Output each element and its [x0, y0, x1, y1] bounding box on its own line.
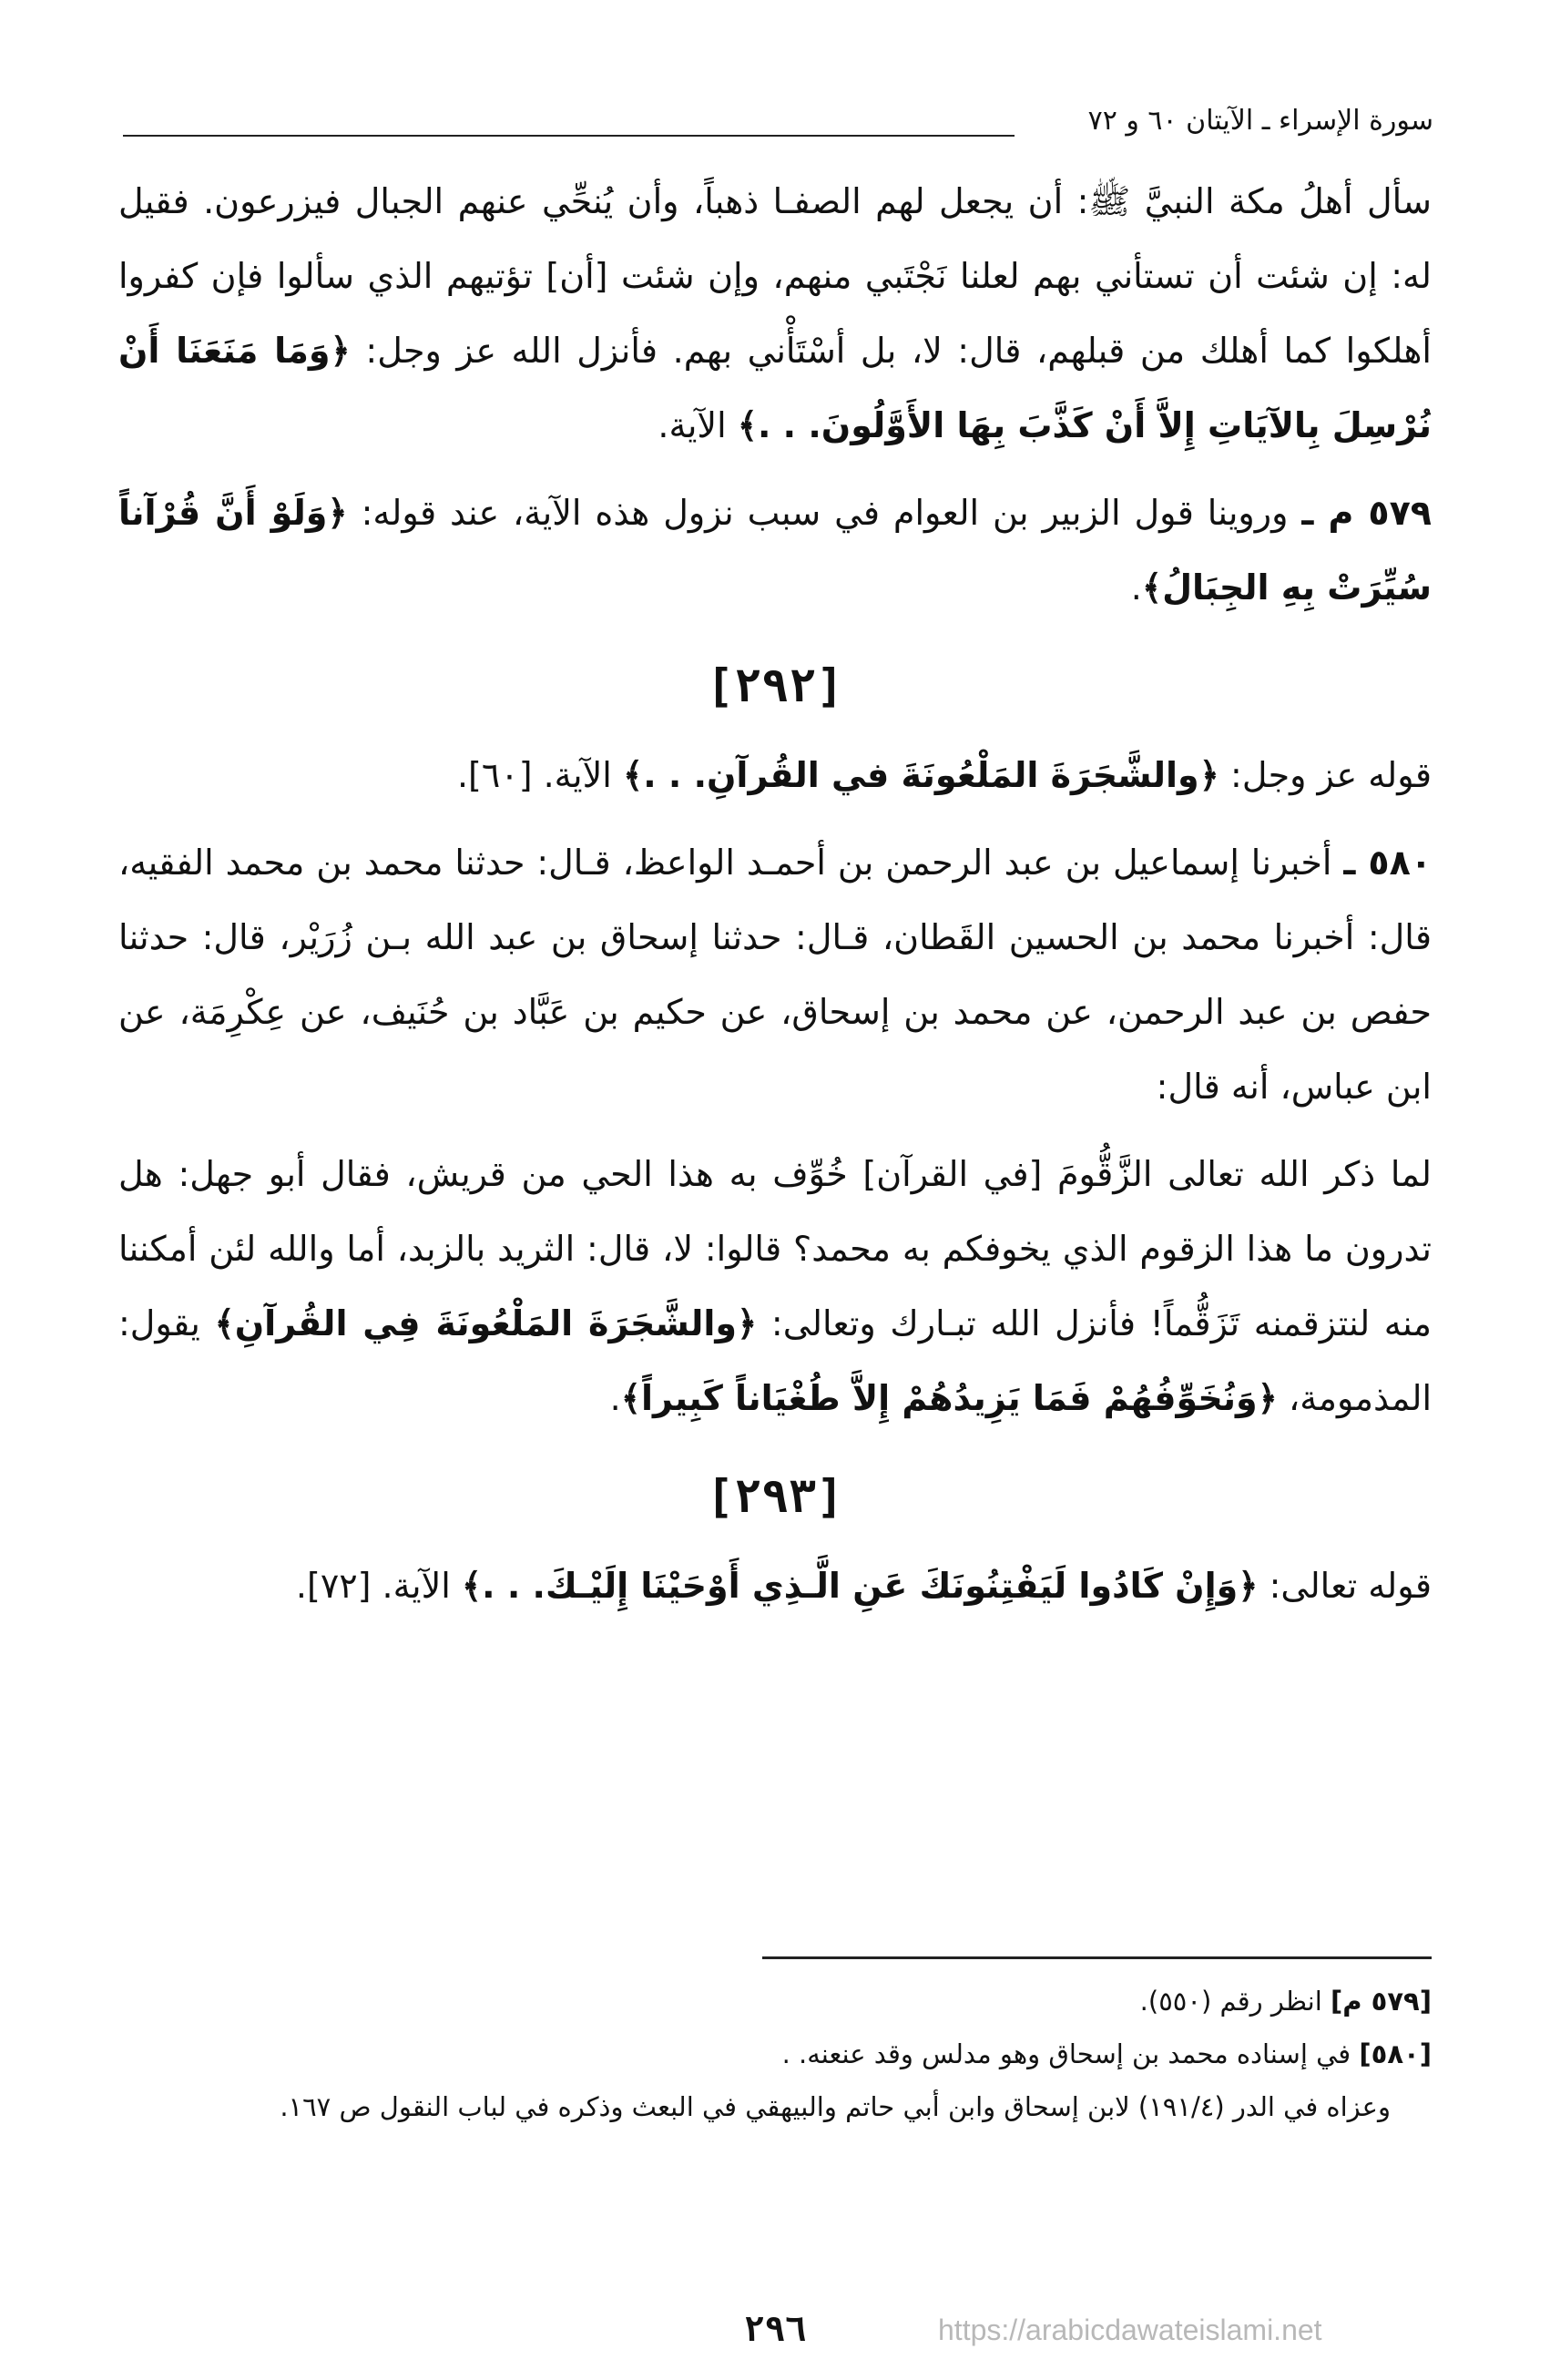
page-number: ٢٩٦	[743, 2309, 807, 2349]
isnad-text: أخبرنا إسماعيل بن عبد الرحمن بن أحمـد الواعظ، قـال: حدثنا محمد بن محمد الفقيه، قال: أخبرنا محمد بن الحسين القَطان، قـال: حدثنا إسحاق بن عبد الله بـن زُرَيْر، قال: حدثنا حفص بن عبد الرحمن، عن محمد بن إسحاق، عن حكيم بن عَبَّاد بن حُنَيف، عن عِكْرِمَة، عن ابن عباس، أنه قال:	[118, 843, 1432, 1107]
paragraph-580	[118, 825, 1432, 1124]
quran-verse: ﴿وَمَا مَنَعَنَا أَنْ نُرْسِلَ بِالآيَاتِ إِلاَّ أَنْ كَذَّبَ بِهَا الأَوَّلُونَ. . .﴾	[118, 331, 1432, 445]
paragraph-1-end: الآية.	[658, 405, 727, 445]
footnote-text: وعزاه في الدر (١٩١/٤) لابن إسحاق وابن أبي حاتم والبيهقي في البعث وذكره في لباب النقول ص ١٦٧.	[280, 2091, 1391, 2122]
footnote-580-continued	[132, 2080, 1432, 2133]
footnote-text: في إسناده محمد بن إسحاق وهو مدلس وقد عنعنه. .	[781, 2038, 1351, 2069]
narration-text: لما ذكر الله تعالى الزَّقُّومَ [في القرآن] خُوِّف به هذا الحي من قريش، فقال أبو جهل: هل تدرون ما هذا الزقوم الذي يخوفكم به محمد؟ قالوا: لا، قال: الثريد بالزبد، أما والله لئن أمكننا منه لنتزقمنه تَزَقُّماً! فأنزل الله تبـارك وتعالى:	[118, 1154, 1432, 1343]
footnote-580	[132, 2028, 1432, 2080]
hadith-number: ٥٧٩ م ـ	[1301, 493, 1432, 533]
verse-intro-292	[118, 738, 1432, 812]
paragraph-narration	[118, 1137, 1432, 1435]
paragraph-579m	[118, 475, 1432, 625]
paragraph-579m-text: وروينا قول الزبير بن العوام في سبب نزول هذه الآية، عند قوله:	[361, 493, 1289, 533]
footnote-number: [٥٧٩ م]	[1331, 1986, 1432, 2017]
quran-verse: ﴿وَلَوْ أَنَّ قُرْآناً سُيِّرَتْ بِهِ الجِبَالُ﴾	[118, 493, 1432, 608]
running-header	[123, 105, 1433, 150]
section-heading-292: [٢٩٢]	[706, 659, 844, 712]
footnote-579m	[132, 1975, 1432, 2028]
hadith-number: ٥٨٠ ـ	[1343, 843, 1432, 883]
quran-verse: ﴿وَإِنْ كَادُوا لَيَفْتِنُونَكَ عَنِ الَّـذِي أَوْحَيْنَا إِلَيْـكَ. . .﴾	[461, 1566, 1259, 1606]
narration-mid: يقول: المذمومة،	[118, 1303, 1432, 1418]
header-rule	[123, 135, 1015, 137]
paragraph-579m-end: .	[1130, 567, 1142, 608]
footnote-number: [٥٨٠]	[1359, 2038, 1432, 2069]
verse-intro-label: قوله عز وجل:	[1230, 755, 1432, 795]
quran-verse: ﴿والشَّجَرَةَ المَلْعُونَةَ في القُرآنِ. . .﴾	[622, 755, 1219, 795]
running-title: سورة الإسراء ـ الآيتان ٦٠ و ٧٢	[1087, 105, 1433, 137]
watermark-url: https://arabicdawateislami.net	[938, 2314, 1322, 2346]
verse-intro-293	[118, 1548, 1432, 1623]
verse-intro-label: قوله تعالى:	[1269, 1566, 1432, 1606]
footnote-rule	[762, 1956, 1432, 1959]
narration-end: .	[609, 1378, 621, 1418]
quran-verse: ﴿والشَّجَرَةَ المَلْعُونَةَ فِي القُرآنِ﴾	[214, 1303, 758, 1343]
quran-verse: ﴿وَنُخَوِّفُهُمْ فَمَا يَزِيدُهُمْ إِلاَّ طُغْيَاناً كَبِيراً﴾	[620, 1378, 1278, 1418]
paragraph-1-text: سأل أهلُ مكة النبيَّ ﷺ: أن يجعل لهم الصفـا ذهباً، وأن يُنحِّي عنهم الجبال فيزرعون. فقيل له: إن شئت أن تستأني بهم لعلنا نَجْتَبي منهم، وإن شئت [أن] تؤتيهم الذي سألوا فإن كفروا أهلكوا كما أهلك من قبلهم، قال: لا، بل أسْتَأْني بهم. فأنزل الله عز وجل:	[118, 181, 1432, 371]
footnotes	[132, 1975, 1432, 2133]
verse-reference: الآية. [٧٢].	[295, 1566, 451, 1606]
section-heading-293: [٢٩٣]	[706, 1470, 844, 1523]
main-text	[118, 164, 1432, 1623]
footnote-text: انظر رقم (٥٥٠).	[1139, 1986, 1322, 2017]
verse-reference: الآية. [٦٠].	[456, 755, 612, 795]
paragraph-1	[118, 164, 1432, 463]
